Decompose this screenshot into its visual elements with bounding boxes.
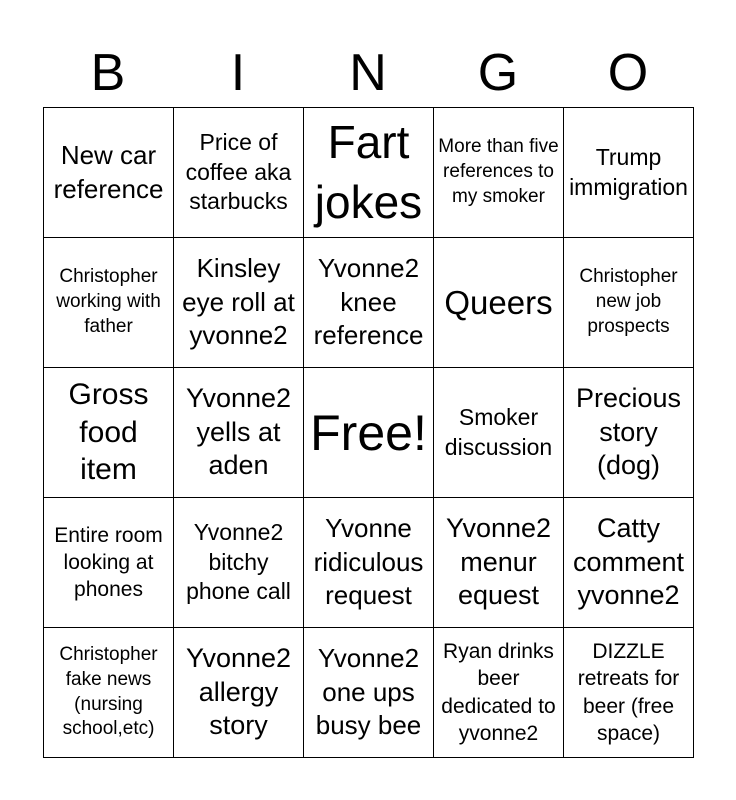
bingo-cell[interactable]	[304, 628, 434, 758]
cell-text: Ryan drinks beer dedicated to yvonne2	[441, 639, 556, 745]
cell-text: Kinsley eye roll at yvonne2	[182, 252, 295, 351]
bingo-cell[interactable]	[174, 368, 304, 498]
cell-text: Queers	[444, 283, 553, 321]
cell-text: Fart jokes	[314, 115, 423, 228]
bingo-board	[43, 107, 694, 758]
cell-text: Trump immigration	[569, 143, 688, 200]
bingo-cell[interactable]	[564, 498, 694, 628]
cell-text: New car reference	[53, 139, 164, 204]
cell-text: Christopher working with father	[56, 266, 161, 337]
cell-text: Entire room looking at phones	[54, 523, 163, 602]
bingo-cell[interactable]	[434, 368, 564, 498]
bingo-cell[interactable]	[564, 628, 694, 758]
bingo-cell[interactable]	[564, 368, 694, 498]
bingo-cell[interactable]	[44, 628, 174, 758]
bingo-cell[interactable]	[434, 498, 564, 628]
bingo-cell[interactable]	[434, 628, 564, 758]
cell-text: Yvonne2 one ups busy bee	[315, 642, 422, 741]
bingo-cell[interactable]	[434, 238, 564, 368]
bingo-cell[interactable]	[44, 238, 174, 368]
bingo-cell[interactable]	[434, 108, 564, 238]
bingo-cell[interactable]	[564, 238, 694, 368]
header-letter-o: O	[607, 44, 649, 102]
bingo-cell[interactable]	[564, 108, 694, 238]
bingo-cell[interactable]	[174, 108, 304, 238]
cell-text: Yvonne2 knee reference	[313, 252, 424, 351]
bingo-cell[interactable]	[44, 108, 174, 238]
bingo-cell[interactable]	[44, 498, 174, 628]
cell-text: Yvonne2 allergy story	[185, 642, 292, 741]
cell-text: Christopher new job prospects	[579, 266, 678, 337]
bingo-cell[interactable]	[174, 628, 304, 758]
bingo-cell[interactable]	[304, 498, 434, 628]
free-space-cell[interactable]	[304, 368, 434, 498]
cell-text: Price of coffee aka starbucks	[185, 128, 292, 215]
cell-text: Gross food item	[68, 378, 149, 487]
cell-text: Christopher fake news (nursing school,etc)	[59, 644, 158, 740]
cell-text: Yvonne2 yells at aden	[185, 382, 292, 481]
cell-text: Yvonne ridiculous request	[313, 512, 424, 611]
bingo-cell[interactable]	[174, 238, 304, 368]
cell-text: Smoker discussion	[444, 403, 553, 460]
header-letter-g: G	[477, 44, 519, 102]
cell-text: DIZZLE retreats for beer (free space)	[577, 639, 680, 745]
cell-text: Yvonne2 menur equest	[445, 512, 552, 611]
bingo-header	[43, 38, 693, 108]
bingo-cell[interactable]	[44, 368, 174, 498]
header-letter-n: N	[349, 44, 387, 102]
bingo-cell[interactable]	[304, 108, 434, 238]
cell-text: Precious story (dog)	[575, 382, 682, 481]
cell-text: More than five references to my smoker	[438, 136, 559, 207]
bingo-cell[interactable]	[174, 498, 304, 628]
cell-text: Yvonne2 bitchy phone call	[186, 518, 291, 605]
cell-text: Free!	[310, 404, 427, 461]
cell-text: Catty comment yvonne2	[572, 512, 685, 611]
header-letter-b: B	[90, 44, 126, 102]
bingo-cell[interactable]	[304, 238, 434, 368]
header-letter-i: I	[230, 44, 246, 102]
